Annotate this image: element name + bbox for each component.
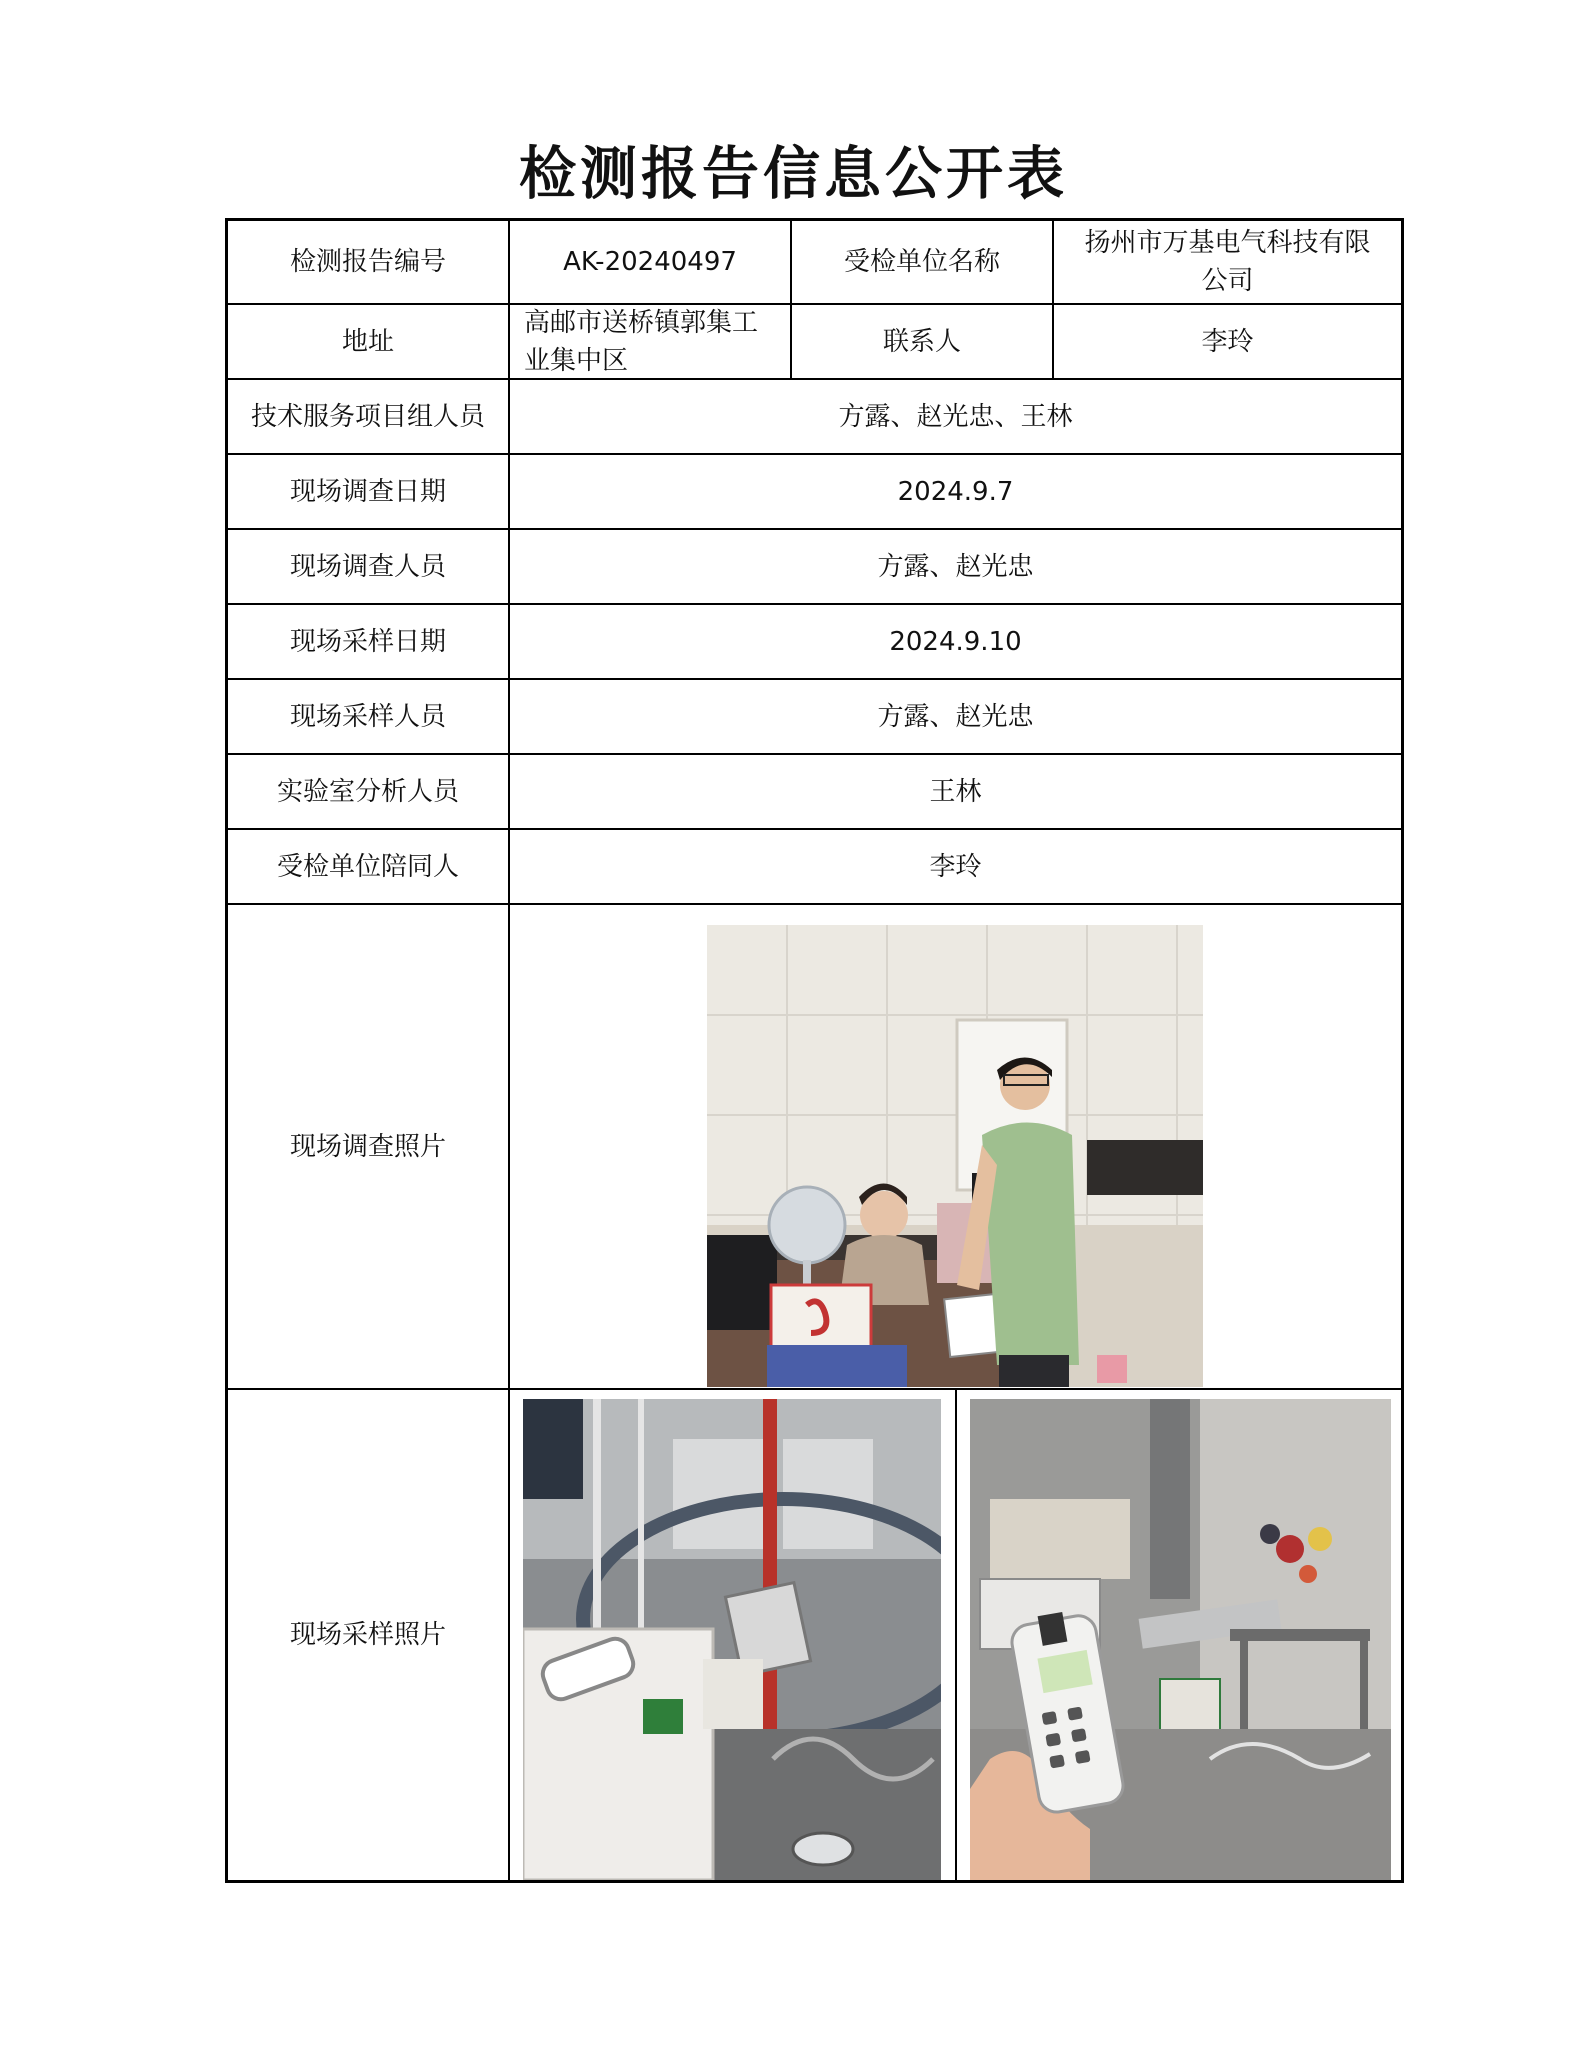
sampling-photo-right [970,1399,1391,1880]
label-team: 技术服务项目组人员 [250,401,485,432]
col-divider [955,1388,957,1880]
label-sampling-photo: 现场采样照片 [289,1620,446,1650]
value-contact: 李玲 [1201,326,1254,357]
value-sampling-staff: 方露、赵光忠 [877,701,1034,732]
label-report-no: 检测报告编号 [289,247,446,277]
info-table [225,218,1404,1883]
label-survey-staff: 现场调查人员 [289,551,446,582]
label-survey-photo: 现场调查照片 [289,1131,446,1162]
value-report-no: AK-20240497 [563,247,737,277]
label-survey-date: 现场调查日期 [289,476,446,507]
value-escort: 李玲 [929,851,982,882]
label-lab-staff: 实验室分析人员 [276,776,459,807]
label-sampling-date: 现场采样日期 [289,626,446,657]
value-team: 方露、赵光忠、王林 [838,401,1073,432]
label-contact: 联系人 [882,326,961,357]
page-title: 检测报告信息公开表 [519,140,1068,207]
value-lab-staff: 王林 [929,776,982,807]
label-sampling-staff: 现场采样人员 [289,701,446,732]
sampling-photo-left [523,1399,941,1880]
label-unit-name: 受检单位名称 [843,247,1000,277]
value-survey-staff: 方露、赵光忠 [877,551,1034,582]
value-unit-name: 扬州市万基电气科技有限公司 [1084,228,1371,296]
value-survey-date: 2024.9.7 [897,476,1014,507]
label-address: 地址 [341,326,394,357]
value-address: 高邮市送桥镇郭集工业集中区 [524,307,759,376]
survey-photo [707,925,1203,1387]
label-escort: 受检单位陪同人 [276,851,459,882]
value-sampling-date: 2024.9.10 [889,626,1022,657]
